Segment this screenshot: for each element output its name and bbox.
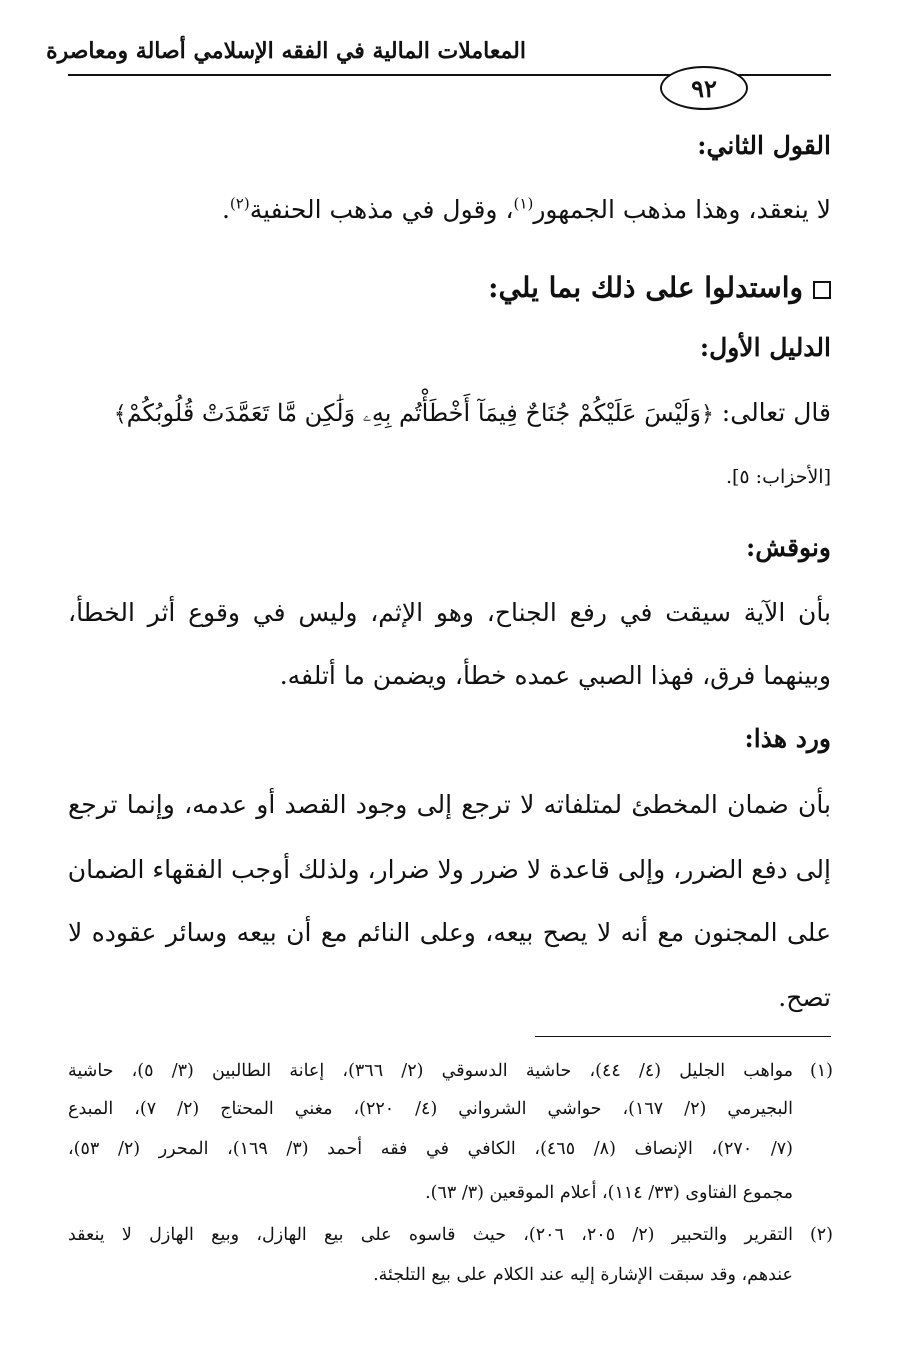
- footnote-2-number: (٢): [809, 1225, 833, 1245]
- quran-intro: قال تعالى:: [713, 398, 831, 427]
- evidence-heading-row: [488, 270, 831, 306]
- opinion-paragraph: [222, 192, 831, 228]
- first-evidence-heading: الدليل الأول:: [699, 333, 831, 362]
- footnote-ref-2: (٢): [229, 194, 250, 213]
- footnote-1-line-2: البجيرمي (٢/ ١٦٧)، حواشي الشرواني (٤/ ٢٢٠)، مغني المحتاج (٢/ ٧)، المبدع: [68, 1099, 793, 1119]
- heading-second-opinion: القول الثاني:: [697, 131, 831, 160]
- quran-verse: وَلَيْسَ عَلَيْكُمْ جُنَاحٌ فِيمَآ أَخْطَأْتُم بِهِۦ وَلَٰكِن مَّا تَعَمَّدَتْ قُلُوبُكُمْ: [126, 399, 701, 427]
- rebuttal-line-4: تصح.: [778, 983, 831, 1012]
- evidence-heading: واستدلوا على ذلك بما يلي:: [488, 271, 803, 304]
- rebuttal-line-3: على المجنون مع أنه لا يصح بيعه، وعلى النائم مع أن بيعه وسائر عقوده لا: [68, 918, 831, 947]
- square-bullet-icon: [813, 281, 831, 299]
- footnote-1-line-4: مجموع الفتاوى (٣٣/ ١١٤)، أعلام الموقعين (٣/ ٦٣).: [425, 1183, 793, 1203]
- opinion-text-part1: لا ينعقد، وهذا مذهب الجمهور: [533, 195, 831, 224]
- footnote-2-line-2: عندهم، وقد سبقت الإشارة إليه عند الكلام على بيع التلجئة.: [373, 1265, 793, 1285]
- rebuttal-line-2: إلى دفع الضرر، وإلى قاعدة لا ضرر ولا ضرار، ولذلك أوجب الفقهاء الضمان: [67, 855, 831, 884]
- discussion-line-1: بأن الآية سيقت في رفع الجناح، وهو الإثم، وليس في وقوع أثر الخطأ،: [68, 598, 831, 627]
- discussion-line-2: وبينهما فرق، فهذا الصبي عمده خطأ، ويضمن ما أتلفه.: [279, 661, 831, 690]
- footnote-1-number: (١): [809, 1061, 833, 1081]
- footnote-1-line-3: (٧/ ٢٧٠)، الإنصاف (٨/ ٤٦٥)، الكافي في فقه أحمد (٣/ ١٦٩)، المحرر (٢/ ٥٣)،: [68, 1139, 793, 1159]
- footnote-2-line-1: التقرير والتحبير (٢/ ٢٠٥، ٢٠٦)، حيث قاسوه على بيع الهازل، وبيع الهازل لا ينعقد: [68, 1225, 793, 1245]
- quran-verse-line: [114, 395, 831, 433]
- footnote-rule: [535, 1036, 831, 1037]
- quran-open-bracket: ﴿: [700, 402, 714, 427]
- page-number: ٩٢: [660, 66, 748, 110]
- running-title: المعاملات المالية في الفقه الإسلامي أصالة ومعاصرة: [46, 38, 526, 64]
- footnote-1-line-1: مواهب الجليل (٤/ ٤٤)، حاشية الدسوقي (٢/ ٣٦٦)، إعانة الطالبين (٣/ ٥)، حاشية: [68, 1061, 794, 1081]
- rebuttal-line-1: بأن ضمان المخطئ لمتلفاته لا ترجع إلى وجود القصد أو عدمه، وإنما ترجع: [68, 790, 831, 819]
- discussion-heading: ونوقش:: [746, 533, 831, 562]
- footnote-ref-1: (١): [513, 194, 534, 213]
- quran-citation: [الأحزاب: ٥].: [725, 466, 831, 488]
- opinion-text-end: .: [221, 195, 230, 224]
- quran-close-bracket: ﴾: [113, 402, 127, 427]
- opinion-text-part2: ، وقول في مذهب الحنفية: [249, 195, 514, 224]
- rebuttal-heading: ورد هذا:: [744, 724, 831, 753]
